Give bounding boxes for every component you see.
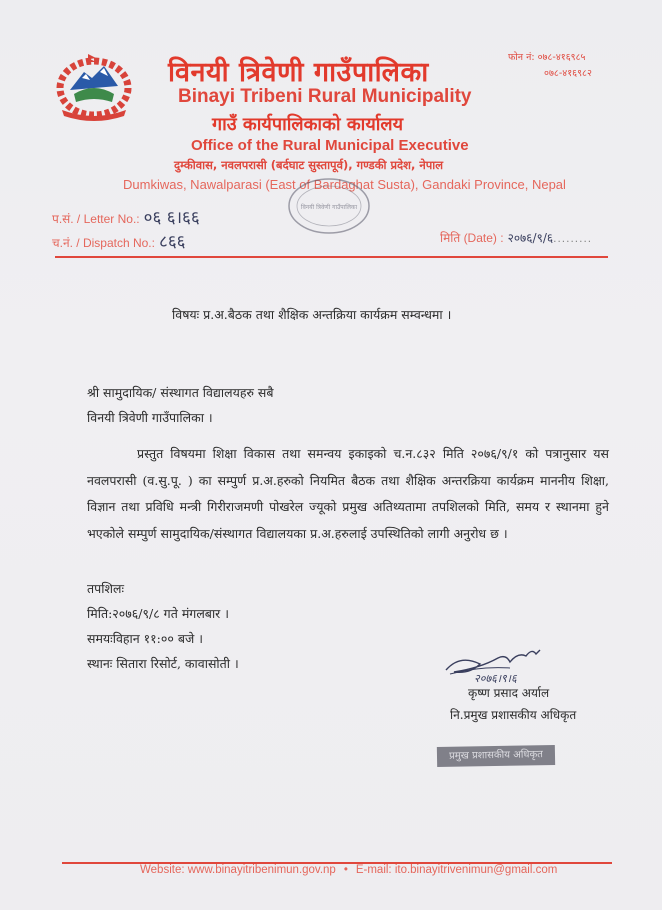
phone-number-2: ०७८-४१६९८२ (544, 68, 592, 79)
signature-date: २०७६।९।६ (474, 672, 517, 684)
seal-text: विनयी त्रिवेणी गाउँपालिका (300, 204, 358, 211)
recipient-line-1: श्री सामुदायिक/ संस्थागत विद्यालयहरु सबै (87, 385, 274, 400)
phone-number-1: ०७८-४१६९८५ (537, 52, 586, 63)
detail-venue: स्थानः सितारा रिसोर्ट, कावासोती । (87, 656, 239, 671)
header-divider (55, 256, 608, 258)
detail-date: मिति:२०७६/९/८ गते मंगलबार । (87, 606, 230, 621)
detail-time: समयःविहान ११:०० बजे । (87, 631, 203, 646)
municipality-name-english: Binayi Tribeni Rural Municipality (178, 86, 472, 107)
details-list (87, 576, 239, 676)
nepal-emblem-icon (52, 52, 136, 122)
recipient-line-2: विनयी त्रिवेणी गाउँपालिका । (87, 410, 213, 425)
date-row: मिति (Date) : २०७६/९/६......... (440, 231, 593, 245)
signatory-title: नि.प्रमुख प्रशासकीय अधिकृत (450, 708, 577, 722)
dispatch-number-label: च.नं. / Dispatch No.: (52, 236, 155, 250)
office-name-nepali: गाउँ कार्यपालिकाको कार्यालय (212, 114, 404, 135)
office-seal-icon (284, 176, 374, 236)
address-english: Dumkiwas, Nawalparasi (East of Bardaghat Susta), Gandaki Province, Nepal (123, 177, 566, 192)
letter-number-value: ०६ ६।६६ (143, 208, 200, 228)
dispatch-number-value: ८६६ (158, 232, 186, 252)
letter-number-row (52, 205, 200, 228)
office-name-english: Office of the Rural Municipal Executive (191, 137, 469, 154)
designation-stamp: प्रमुख प्रशासकीय अधिकृत (437, 745, 555, 767)
address-nepali: दुम्कीवास, नवलपरासी (बर्दघाट सुस्तापूर्व), गण्डकी प्रदेश, नेपाल (174, 158, 444, 172)
letter-body-paragraph: प्रस्तुत विषयमा शिक्षा विकास तथा समन्वय इकाइको च.न.८३२ मिति २०७६/९/१ को पत्रानुसार यस नवलपरासी (व.सु.पू. ) का सम्पुर्ण प्र.अ.हरुको नियमित बैठक तथा शैक्षिक अन्तरक्रिया कार्यक्रम माननीय शिक्षा, विज्ञान तथा प्रविधि मन्त्री गिरीराजमणी पोखरेल ज्यूको प्रमुख अतिथ्यतामा तपशिलको मिति, समय र स्थानमा हुने भएकोले सम्पुर्ण सामुदायिक/संस्थागत विद्यालयका प्र.अ.हरुलाई उपस्थितिको लागी अनुरोध छ । (87, 446, 609, 541)
dispatch-number-row (52, 229, 186, 252)
phone-label: फोन नं: (508, 52, 535, 63)
subject-line: विषयः प्र.अ.बैठक तथा शैक्षिक अन्तक्रिया कार्यक्रम सम्वन्धमा । (172, 307, 452, 322)
footer-email[interactable]: E-mail: ito.binayitrivenimun@gmail.com (355, 864, 558, 876)
footer-website[interactable]: Website: www.binayitribenimun.gov.np (140, 864, 336, 876)
footer-separator: • (343, 864, 348, 876)
phone-block (508, 50, 592, 82)
date-value: २०७६/९/६ (507, 231, 554, 245)
letter-number-label: प.सं. / Letter No.: (52, 212, 140, 226)
details-heading: तपशिलः (87, 581, 124, 596)
signatory-name: कृष्ण प्रसाद अर्याल (468, 686, 550, 700)
date-label: मिति (Date) : (440, 231, 504, 245)
signature-icon (440, 644, 560, 684)
municipality-name-nepali: विनयी त्रिवेणी गाउँपालिका (168, 57, 429, 88)
footer (140, 864, 557, 876)
